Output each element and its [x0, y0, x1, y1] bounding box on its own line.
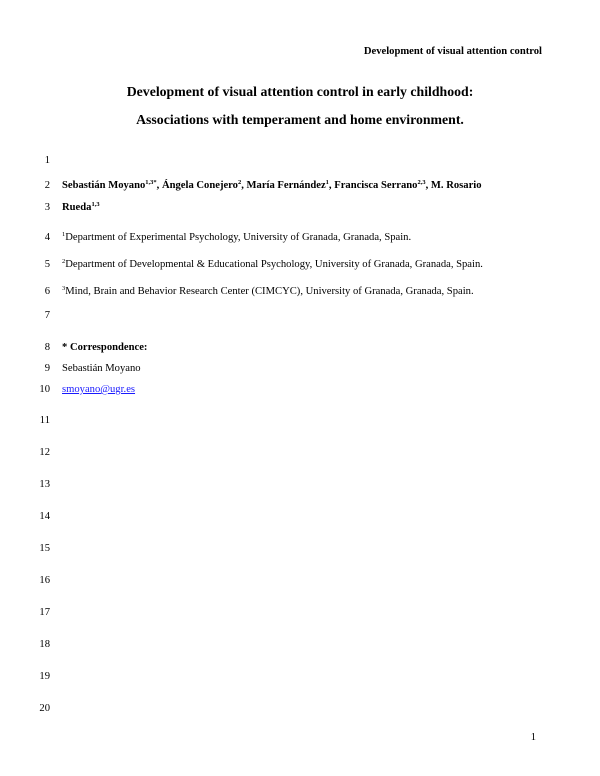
line-number: 12: [39, 447, 50, 458]
correspondence-name: Sebastián Moyano: [62, 363, 141, 374]
line-number: 4: [44, 232, 50, 243]
line-number: 18: [39, 639, 50, 650]
author-name: , María Fernández: [241, 180, 326, 191]
correspondence-email-link[interactable]: smoyano@ugr.es: [62, 384, 136, 395]
author-affiliation-mark: 2,3: [417, 179, 426, 186]
line-number: 14: [39, 511, 50, 522]
page-number: 1: [530, 732, 536, 743]
correspondence-heading: * Correspondence:: [62, 342, 148, 353]
author-list-line-2: [62, 202, 100, 213]
affiliation-text: Department of Experimental Psychology, University of Granada, Granada, Spain.: [65, 232, 412, 243]
line-number: 7: [44, 310, 50, 321]
affiliation-2: [62, 259, 483, 270]
author-name: Rueda: [62, 202, 92, 213]
author-name: , M. Rosario: [425, 180, 482, 191]
author-affiliation-mark: 1: [325, 179, 329, 186]
line-number: 9: [44, 363, 50, 374]
line-number: 3: [44, 202, 50, 213]
affiliation-text: Mind, Brain and Behavior Research Center (CIMCYC), University of Granada, Granada, Spain.: [65, 286, 474, 297]
author-affiliation-mark: 2: [237, 179, 242, 186]
line-number: 20: [39, 703, 50, 714]
affiliation-text: Department of Developmental & Educational Psychology, University of Granada, Granada, Spain.: [65, 259, 483, 270]
line-number: 8: [44, 342, 50, 353]
affiliation-1: [62, 232, 411, 243]
paper-title-line-2: Associations with temperament and home environment.: [136, 112, 464, 127]
line-number: 16: [39, 575, 50, 586]
paper-title-line-1: Development of visual attention control in early childhood:: [126, 84, 474, 99]
line-number: 2: [44, 180, 50, 191]
author-affiliation-mark: 1,3*: [145, 179, 157, 186]
line-number: 5: [44, 259, 50, 270]
author-name: , Ángela Conejero: [156, 180, 238, 191]
line-number: 15: [39, 543, 50, 554]
line-number: 1: [44, 155, 50, 166]
author-name: Sebastián Moyano: [62, 180, 146, 191]
affiliation-mark: 1: [62, 231, 66, 238]
line-number: 11: [39, 415, 50, 426]
author-name: , Francisca Serrano: [328, 180, 418, 191]
line-number: 19: [39, 671, 50, 682]
affiliation-mark: 2: [62, 258, 66, 265]
affiliation-3: [62, 286, 474, 297]
line-number: 13: [39, 479, 50, 490]
line-number: 6: [44, 286, 50, 297]
line-number: 17: [39, 607, 50, 618]
line-number: 10: [39, 384, 50, 395]
running-head: Development of visual attention control: [363, 46, 542, 57]
affiliation-mark: 3: [62, 285, 66, 292]
author-list-line-1: [62, 180, 482, 191]
author-affiliation-mark: 1,3: [91, 201, 100, 208]
